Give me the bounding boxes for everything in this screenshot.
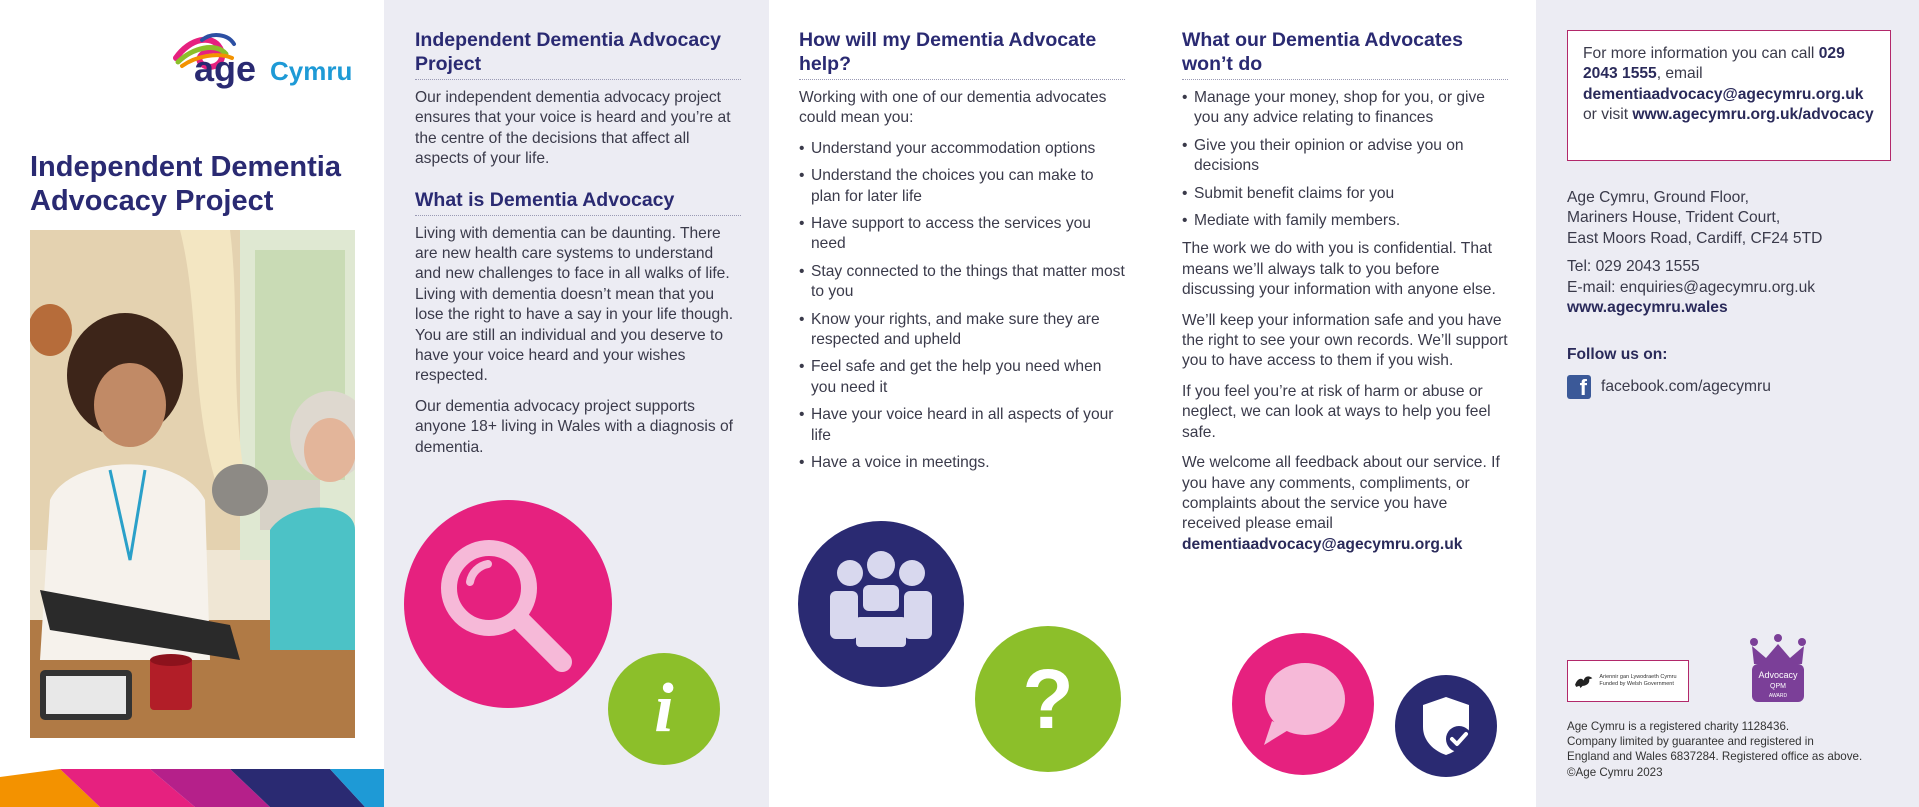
list-item: • Know your rights, and make sure they are respected and upheld: [799, 310, 1125, 351]
welsh-government-text: Ariennir gan Lywodraeth Cymru Funded by Welsh Government: [1599, 674, 1677, 687]
facebook-text: facebook.com/agecymru: [1601, 378, 1771, 395]
records-para: We’ll keep your information safe and you have the right to see your own records. We’ll support you to have access to them if you wish.: [1182, 311, 1508, 370]
welsh-dragon-icon: [1574, 666, 1593, 696]
follow-label: Follow us on:: [1567, 346, 1668, 363]
cover-title-line2: Advocacy Project: [30, 185, 274, 217]
advocacy-qpm-award-badge: [1746, 634, 1810, 706]
logo-word-cymru: Cymru: [270, 56, 353, 86]
award-line1: Advocacy: [1758, 670, 1798, 680]
about-panel: [384, 0, 769, 807]
list-item: • Give you their opinion or advise you on decisions: [1182, 136, 1508, 177]
welsh-government-badge: [1567, 660, 1689, 702]
group-meeting-icon: [798, 521, 964, 687]
email-line[interactable]: E-mail: enquiries@agecymru.org.uk: [1567, 278, 1816, 296]
what-is-heading: What is Dementia Advocacy: [415, 188, 741, 216]
list-item: • Have support to access the services you need: [799, 214, 1125, 255]
logo-word-age: age: [194, 48, 257, 89]
what-is-para2: Our dementia advocacy project supports anyone 18+ living in Wales with a diagnosis of dementia.: [415, 397, 733, 456]
legal-line: ©Age Cymru 2023: [1567, 765, 1663, 779]
list-item: • Have your voice heard in all aspects of your life: [799, 405, 1125, 446]
confidential-para: The work we do with you is confidential. That means we’ll always talk to you before discussing your information with anyone else.: [1182, 240, 1496, 299]
email-label: , email: [1656, 65, 1703, 83]
help-panel: [769, 0, 1152, 807]
safety-para: If you feel you’re at risk of harm or abuse or neglect, we can look at ways to help you feel safe.: [1182, 382, 1491, 441]
legal-line: Age Cymru is a registered charity 1128436.: [1567, 720, 1790, 733]
list-item: • Understand your accommodation options: [799, 139, 1125, 159]
legal-line: Company limited by guarantee and registered in: [1567, 735, 1814, 749]
cover-panel: [0, 0, 384, 807]
help-intro: Working with one of our dementia advocates could mean you:: [799, 89, 1107, 127]
address-block: [1567, 188, 1897, 318]
address-line: East Moors Road, Cardiff, CF24 5TD: [1567, 229, 1823, 247]
facebook-icon: f: [1567, 375, 1591, 399]
more-info-box: [1567, 30, 1891, 161]
wont-do-heading: What our Dementia Advocates won’t do: [1182, 28, 1508, 80]
tel-line[interactable]: Tel: 029 2043 1555: [1567, 258, 1700, 276]
list-item: • Mediate with family members.: [1182, 211, 1508, 231]
list-item: • Have a voice in meetings.: [799, 453, 1125, 473]
help-heading: How will my Dementia Advocate help?: [799, 28, 1125, 80]
list-item: • Feel safe and get the help you need when you need it: [799, 357, 1125, 398]
website-link[interactable]: www.agecymru.wales: [1567, 299, 1728, 317]
about-heading: Independent Dementia Advocacy Project: [415, 28, 741, 80]
age-cymru-logo: [172, 28, 360, 92]
list-item: • Manage your money, shop for you, or give you any advice relating to finances: [1182, 88, 1508, 129]
cover-title: [30, 150, 370, 218]
info-email-link[interactable]: dementiaadvocacy@agecymru.org.uk: [1583, 85, 1864, 103]
help-list: [799, 139, 1125, 474]
wont-do-panel: [1152, 0, 1536, 807]
advocacy-url-link[interactable]: www.agecymru.org.uk/advocacy: [1632, 106, 1874, 124]
list-item: • Submit benefit claims for you: [1182, 184, 1508, 204]
legal-line: England and Wales 6837284. Registered office as above.: [1567, 750, 1863, 764]
what-is-para1: Living with dementia can be daunting. There are new health care systems to understand and new challenges to face in all walks of life. Living with dementia doesn’t mean that you lose the right to have a say in your life though. You are still an individual and you deserve to have your voice heard and your wishes respected.: [415, 224, 734, 385]
award-line2: QPM: [1770, 683, 1786, 690]
speech-bubble-icon: [1232, 633, 1374, 775]
magnifier-icon: [404, 500, 612, 708]
list-item: • Stay connected to the things that matter most to you: [799, 262, 1125, 303]
feedback-email-link[interactable]: dementiaadvocacy@agecymru.org.uk: [1182, 535, 1463, 553]
list-item: • Understand the choices you can make to plan for later life: [799, 166, 1125, 207]
contact-panel: [1536, 0, 1919, 807]
question-mark-icon: ?: [975, 626, 1121, 772]
brand-stripes: [0, 769, 384, 807]
address-line: Age Cymru, Ground Floor,: [1567, 189, 1750, 206]
about-intro: Our independent dementia advocacy project ensures that your voice is heard and you’re at the centre of the decisions that affect all aspects of your life.: [415, 89, 731, 168]
cover-photo: [30, 230, 355, 738]
feedback-para: We welcome all feedback about our service. If you have any comments, compliments, or complaints about the service you have received please email: [1182, 454, 1500, 533]
visit-label: or visit: [1583, 106, 1629, 124]
info-icon: i: [608, 653, 720, 765]
legal-text: [1567, 719, 1912, 780]
cover-title-line1: Independent Dementia: [30, 151, 341, 183]
phone-link[interactable]: 029 2043 1555: [1583, 45, 1845, 83]
address-line: Mariners House, Trident Court,: [1567, 209, 1781, 227]
shield-check-icon: [1395, 675, 1497, 777]
award-line3: AWARD: [1768, 693, 1788, 699]
wont-do-list: [1182, 88, 1508, 231]
more-info-text: For more information you can call: [1583, 45, 1815, 62]
facebook-link[interactable]: [1567, 375, 1771, 399]
